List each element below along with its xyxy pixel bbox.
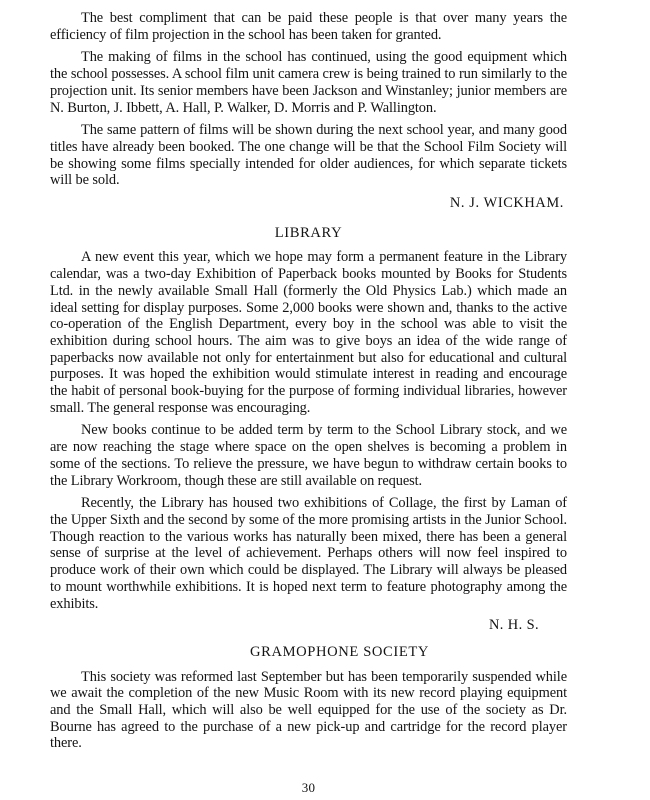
gramophone-heading: GRAMOPHONE SOCIETY [249,643,430,660]
film-paragraph-3: The same pattern of films will be shown during the next school year, and many good titles have already been booked. The one change will be that the School Film Society will be showing some films specially intended for older audiences, for which separate tickets will be sold. [50,122,567,189]
library-paragraph-3: Recently, the Library has housed two exhibitions of Collage, the first by Laman of the Upper Sixth and the second by some of the more promising artists in the Junior School. Though reaction to the various works has naturally been mixed, there has been a general sense of surprise at the level of achievement. Perhaps others will now feel inspired to produce work of their own which could be displayed. The Library will always be pleased to mount worthwhile exhibitions. It is hoped next term to feature photography among the exhibits. [50,495,567,612]
film-paragraph-1: The best compliment that can be paid these people is that over many years the efficiency of film projection in the school has been taken for granted. [50,10,567,43]
page-number: 30 [301,780,316,795]
film-unit-section [50,10,567,212]
library-heading: LIBRARY [274,224,343,241]
library-paragraph-1: A new event this year, which we hope may form a permanent feature in the Library calendar, was a two-day Exhibition of Paperback books mounted by Books for Students Ltd. in the newly available Small Hall (formerly the Old Physics Lab.) which made an ideal setting for display purposes. Some 2,000 books were shown and, thanks to the active co-operation of the English Department, every boy in the school was able to visit the exhibition during school hours. The aim was to give boys an idea of the wide range of paperbacks now available not only for entertainment but also for educational and cultural purposes. It was hoped the exhibition would stimulate interest in reading and encourage the habit of personal book-buying for the purpose of forming individual libraries, however small. The general response was encouraging. [50,249,567,416]
library-section [50,225,567,634]
gramophone-paragraph-1: This society was reformed last September but has been temporarily suspended while we await the completion of the new Music Room with its new record playing equipment and the Small Hall, which will also be well equipped for the use of the society as Dr. Bourne has agreed to the purchase of a new pick-up and cartridge for the record player there. [50,668,567,752]
film-signature: N. J. WICKHAM. [449,195,564,212]
gramophone-section [50,644,567,752]
document-page [50,10,567,796]
film-paragraph-2: The making of films in the school has continued, using the good equipment which the school possesses. A school film unit camera crew is being trained to run similarly to the projection unit. Its senior members have been Jackson and Winstanley; junior members are N. Burton, J. Ibbett, A. Hall, P. Walker, D. Morris and P. Wallington. [50,49,567,116]
library-paragraph-2: New books continue to be added term by term to the School Library stock, and we are now reaching the stage where space on the open shelves is becoming a problem in some of the sections. To relieve the pressure, we have begun to withdraw certain books to the Library Workroom, though these are still available on request. [50,422,567,489]
library-signature: N. H. S. [489,617,539,634]
